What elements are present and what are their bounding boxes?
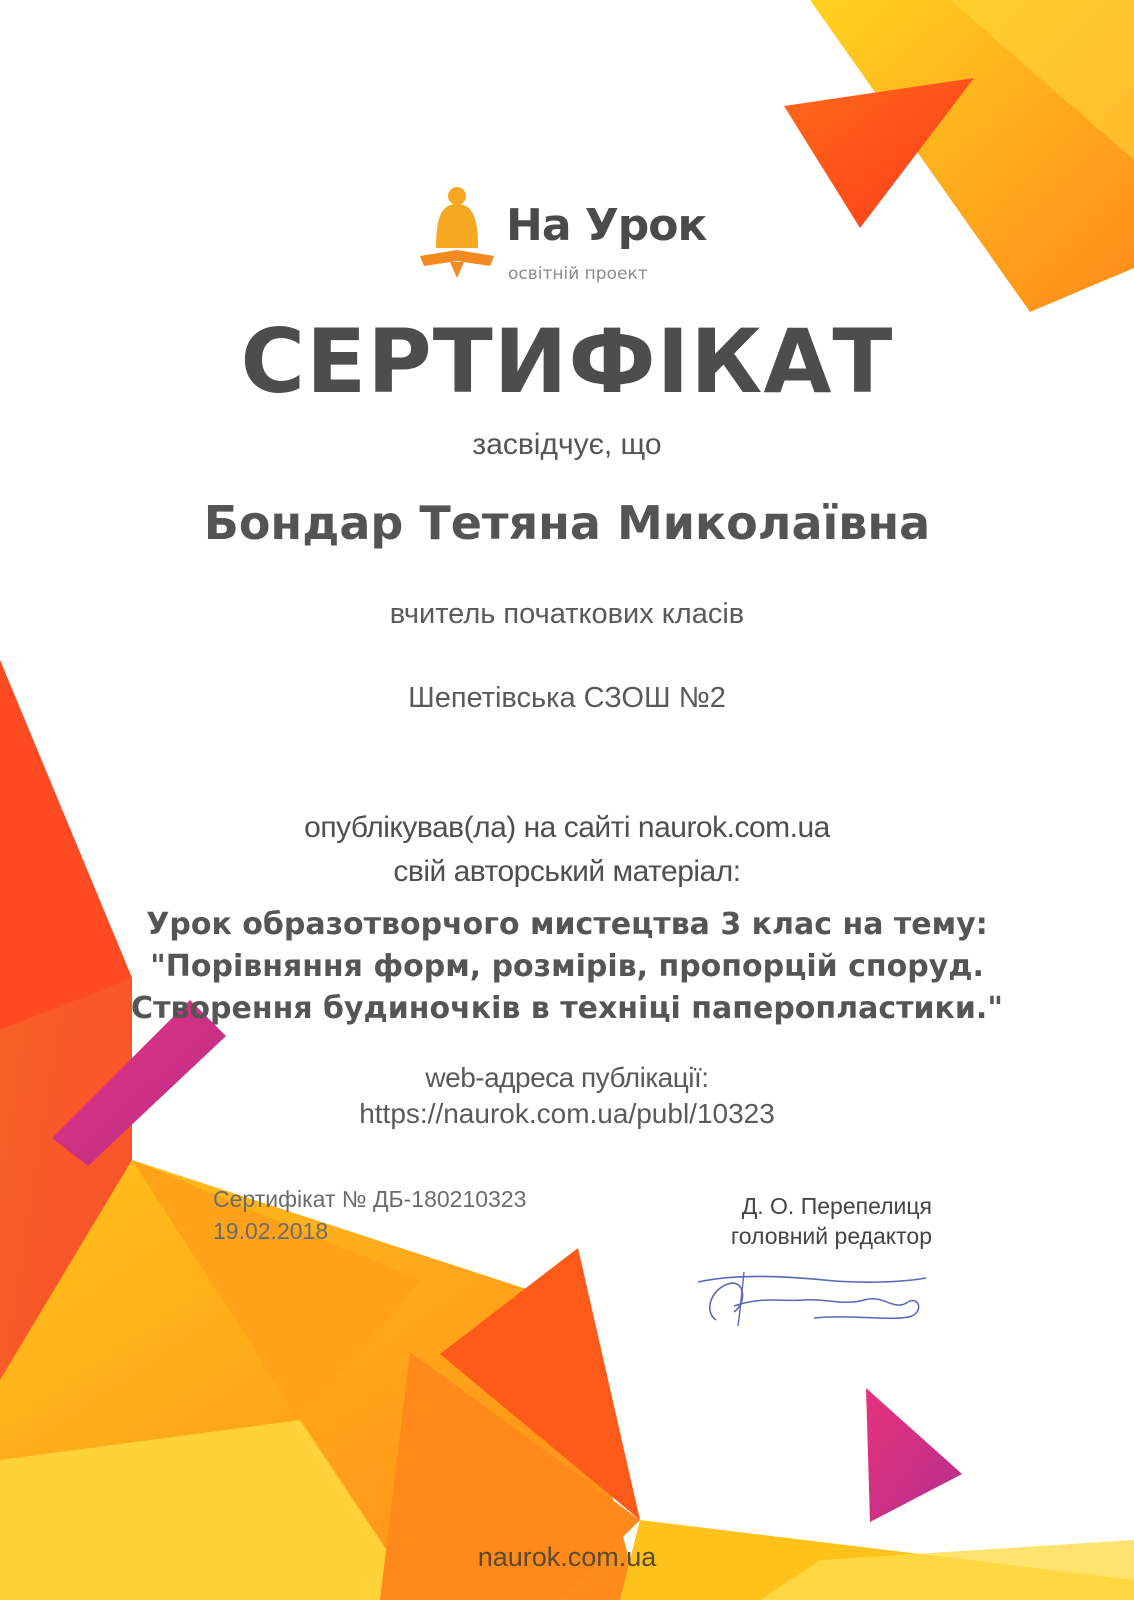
editor-signature [694,1262,934,1332]
bell-book-icon [420,186,496,278]
logo-subtitle: освітній проект [508,264,648,284]
published-statement [0,806,1134,894]
published-line-2: свій авторський матеріал: [393,855,741,888]
material-title: Урок образотворчого мистецтва 3 клас на тему: "Порівняння форм, розмірів, пропорцій споруд. Створення будиночків в техніці паперопластики." [131,907,1003,1026]
published-line-1: опублікував(ла) на сайті naurok.com.ua [304,811,830,844]
publication-url: https://naurok.com.ua/publ/10323 [359,1098,775,1129]
certificate-number: Сертифікат № ДБ-180210323 [213,1186,527,1212]
recipient-position: вчитель початкових класів [389,598,745,630]
recipient-school: Шепетівська СЗОШ №2 [408,682,726,714]
footer-site: naurok.com.ua [477,1542,657,1572]
editor-role: головний редактор [730,1223,932,1249]
certifies-text: засвідчує, що [472,428,662,461]
web-address-label: web-адреса публікації: [425,1062,709,1093]
naurok-logo [420,186,720,286]
right-magenta-triangle [866,1388,962,1522]
certificate-date: 19.02.2018 [213,1218,329,1244]
editor-name: Д. О. Перепелиця [741,1193,932,1219]
recipient-name: Бондар Тетяна Миколаївна [203,496,931,550]
logo-title: На Урок [506,200,707,251]
certificate-title: СЕРТИФІКАТ [240,310,894,413]
